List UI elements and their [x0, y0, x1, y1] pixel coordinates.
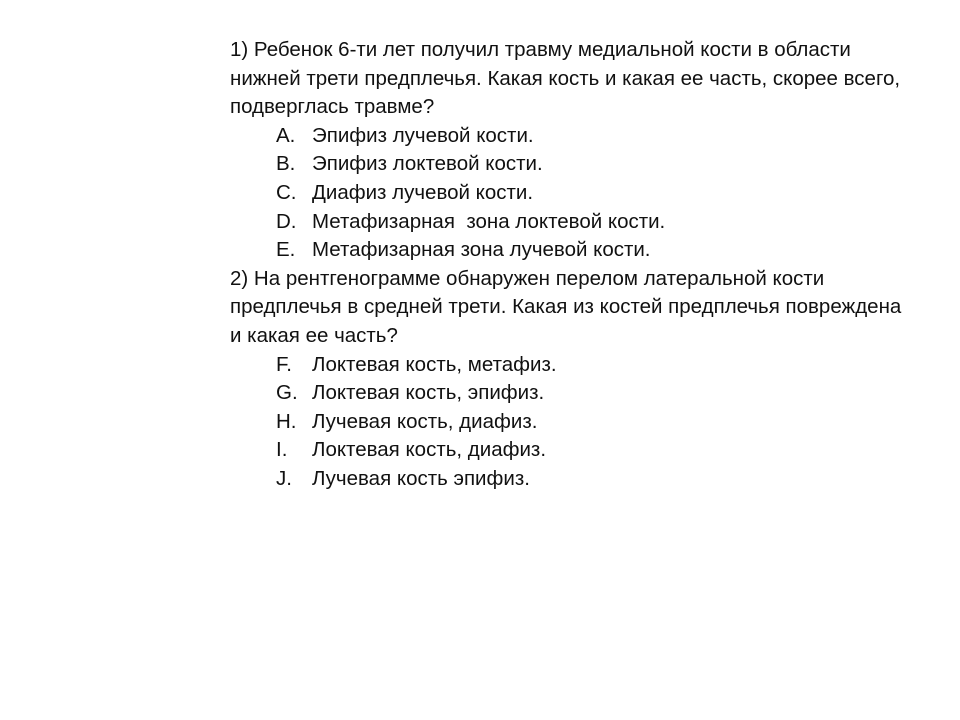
- option-text: Локтевая кость, диафиз.: [312, 438, 547, 462]
- option-text: Эпифиз локтевой кости.: [312, 152, 543, 176]
- question-2-text: 2) На рентгенограмме обнаружен перелом латеральной кости предплечья в средней трети. Какая из костей предплечья повреждена и какая ее часть?: [230, 266, 902, 347]
- option-letter: F.: [276, 352, 292, 376]
- option-letter: I.: [276, 438, 288, 462]
- option-a: [230, 122, 910, 151]
- option-c: [230, 179, 910, 208]
- option-text: Лучевая кость, диафиз.: [312, 409, 538, 433]
- option-f: [230, 351, 910, 380]
- option-j: [230, 465, 910, 494]
- option-letter: D.: [276, 209, 297, 233]
- option-text: Метафизарная зона лучевой кости.: [312, 238, 651, 262]
- option-letter: J.: [276, 466, 292, 490]
- option-d: [230, 208, 910, 237]
- option-text: Метафизарная зона локтевой кости.: [312, 209, 666, 233]
- question-2-options: [230, 351, 910, 494]
- option-i: [230, 436, 910, 465]
- option-letter: B.: [276, 152, 296, 176]
- option-b: [230, 150, 910, 179]
- option-text: Лучевая кость эпифиз.: [312, 466, 530, 490]
- option-text: Диафиз лучевой кости.: [312, 180, 534, 204]
- option-h: [230, 408, 910, 437]
- option-e: [230, 236, 910, 265]
- quiz-content: [230, 36, 910, 494]
- option-letter: G.: [276, 381, 298, 405]
- option-letter: H.: [276, 409, 297, 433]
- option-text: Эпифиз лучевой кости.: [312, 123, 534, 147]
- option-letter: A.: [276, 123, 296, 147]
- question-1-options: [230, 122, 910, 265]
- option-g: [230, 379, 910, 408]
- option-letter: E.: [276, 238, 296, 262]
- question-1-text: 1) Ребенок 6-ти лет получил травму медиальной кости в области нижней трети предплечья. Какая кость и какая ее часть, скорее всего, подверглась травме?: [230, 38, 901, 119]
- option-text: Локтевая кость, метафиз.: [312, 352, 557, 376]
- option-text: Локтевая кость, эпифиз.: [312, 381, 545, 405]
- option-letter: C.: [276, 180, 297, 204]
